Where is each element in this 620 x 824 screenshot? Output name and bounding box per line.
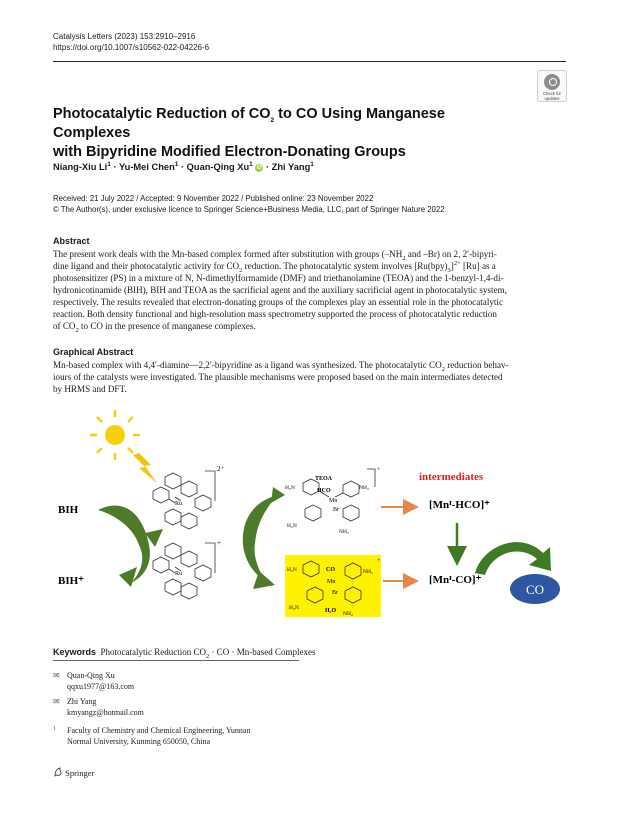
badge-line2: updates [544,96,560,101]
nh2-label: NH₂ [363,569,373,575]
publisher-name: Springer [65,768,95,778]
author-aff: 1 [249,160,253,168]
publication-dates [53,194,445,215]
mn-cycle-arrow [243,487,285,589]
journal-citation [53,31,209,53]
affiliation-number: 1 [53,726,56,732]
author[interactable]: Quan‑Qing Xu [186,162,250,172]
bih-label: BIH [58,504,79,516]
co-product-label: CO [525,582,545,597]
title-line2: with Bipyridine Modified Electron‑Donating Groups [53,144,406,160]
doi-link[interactable]: https://doi.org/10.1007/s10562-022-04226-6 [53,43,210,52]
charge-mn-top: + [377,467,381,473]
contact-yang [53,696,144,718]
contact-name: Zhi Yang [67,697,97,706]
contact-email[interactable]: kmyangz@hotmail.com [67,708,144,717]
charge-2plus: 2⁺ [217,465,225,473]
mail-icon: ✉ [53,697,60,706]
bih-plus-label: BIH⁺ [58,575,84,587]
intermediates-label: intermediates [419,471,484,483]
author-aff: 1 [107,160,111,168]
dates-line1: Received: 21 July 2022 / Accepted: 9 November 2022 / Published online: 23 November 2022 [53,194,374,203]
h2o-label: H₂O [325,608,337,614]
charge-1plus: + [217,539,221,547]
copyright-line: © The Author(s), under exclusive licence to Springer Science+Business Media, LLC, part of Springer Nature 2022 [53,204,445,214]
abstract-heading: Abstract [53,236,90,246]
graphical-abstract-text: Mn-based complex with 4,4′-diamine—2,2′-bipyridine as a ligand was synthesized. The photocatalytic $CO_2$ reduction behav- iours of the catalysts were investigated. The plausible mechanisms were proposed based on the main intermediates detected by HRMS and DFT. [53,360,509,394]
abstract-body: The present work deals with the Mn-based complex formed after substitution with groups ($-NH_2$ and –Br) on 2, 2′-bipyri- dine ligand and their photocatalytic activity for $CO_2$ reduction. The photocatalytic system involves $[Ru(bpy)_3]^{2+}$ [Ru] as a photosensitizer (PS) in a mixture of N, N-dimethylformamide (DMF) and triethanolamine (TEOA) and the 1-benzyl-1,4-di- hydronicotinamide (BIH), BIH and TEOA as the sacrificial agent and the auxiliary sacrificial agent in photocatalytic system, respectively. The results revealed that electron-donating groups of the complexes play an essential role in the photocatalytic reaction. Both density functional and high-resolution mass spectrometry supported the process of photocatalytic reduction of $CO_2$ to CO in the presence of manganese complexes. [53,249,507,334]
author-aff: 1 [174,160,179,168]
teoa-label: TEOA [315,476,333,482]
contact-xu [53,670,134,692]
hco-ligand-label: HCO [317,488,331,494]
br-label-bottom: Br [332,590,338,596]
nh2-label: H₂N [287,523,297,529]
lightning-icon [133,453,157,483]
author[interactable]: Niang‑Xiu Li [53,162,108,172]
publisher-footer [53,767,94,778]
br-label-top: Br [333,507,339,513]
keywords-text-rest: · CO · Mn-based Complexes [209,647,316,657]
author-aff: 1 [310,160,314,168]
ru-label-bottom: Ru [175,571,183,577]
title-part2: to CO Using Manganese Complexes [53,106,445,141]
paper-title [53,105,523,162]
badge-line1: Check for [543,91,561,96]
sun-icon [90,410,140,460]
orcid-icon[interactable]: iD [256,165,262,171]
header-rule [53,61,566,62]
footnote-rule [53,660,299,661]
co-intermediate: [Mnᴵ-CO]⁺ [429,574,482,586]
hco-intermediate: [Mnᴵ-HCO]⁺ [429,499,490,511]
nh2-label: NH₂ [343,611,353,617]
affiliation [53,724,250,747]
check-updates-icon [544,74,560,90]
author[interactable]: Zhi Yang [271,162,311,172]
mail-icon: ✉ [53,671,60,680]
graphical-abstract-figure [53,405,566,637]
nh2-label: H₂N [287,567,297,573]
contact-name: Quan‑Qing Xu [67,671,115,680]
nh2-label: NH₂ [359,485,369,491]
keywords-label: Keywords [53,647,97,657]
nh2-label: H₂N [289,605,299,611]
keywords-text: Photocatalytic Reduction CO [100,647,206,657]
charge-mn-bottom: + [377,558,381,564]
contact-email[interactable]: qqxu1977@163.com [67,682,135,691]
author[interactable]: Yu‑Mei Chen [118,162,175,172]
bih-cycle-arrow [98,505,163,587]
mn-label-bottom: Mn [327,579,336,585]
nh2-label: H₂N [285,485,295,491]
journal-name: Catalysis Letters (2023) 153:2910–2916 [53,32,196,41]
keywords: Keywords Photocatalytic Reduction $CO_2$ · CO · Mn-based Complexes [53,647,316,660]
title-sub: 2 [270,116,275,124]
nh2-label: NH₂ [339,529,349,535]
affiliation-line2: Normal University, Kunming 650050, China [67,737,211,746]
ru-label-top: Ru [175,501,183,507]
affiliation-line1: Faculty of Chemistry and Chemical Engineering, Yunnan [67,726,251,735]
release-arrow [475,542,551,575]
springer-horse-icon [53,767,63,777]
title-part1: Photocatalytic Reduction of CO [53,106,271,122]
co-ligand-label: CO [326,567,335,573]
graphical-abstract-heading: Graphical Abstract [53,347,134,357]
mn-label-top: Mn [329,498,338,504]
check-for-updates-badge[interactable] [537,70,567,102]
author-list: Niang‑Xiu $Li^1$ · Yu‑Mei Chen$^1$ · Quan‑Qing Xu$^1$ iD · Zhi Yang$^1$ [53,160,314,172]
